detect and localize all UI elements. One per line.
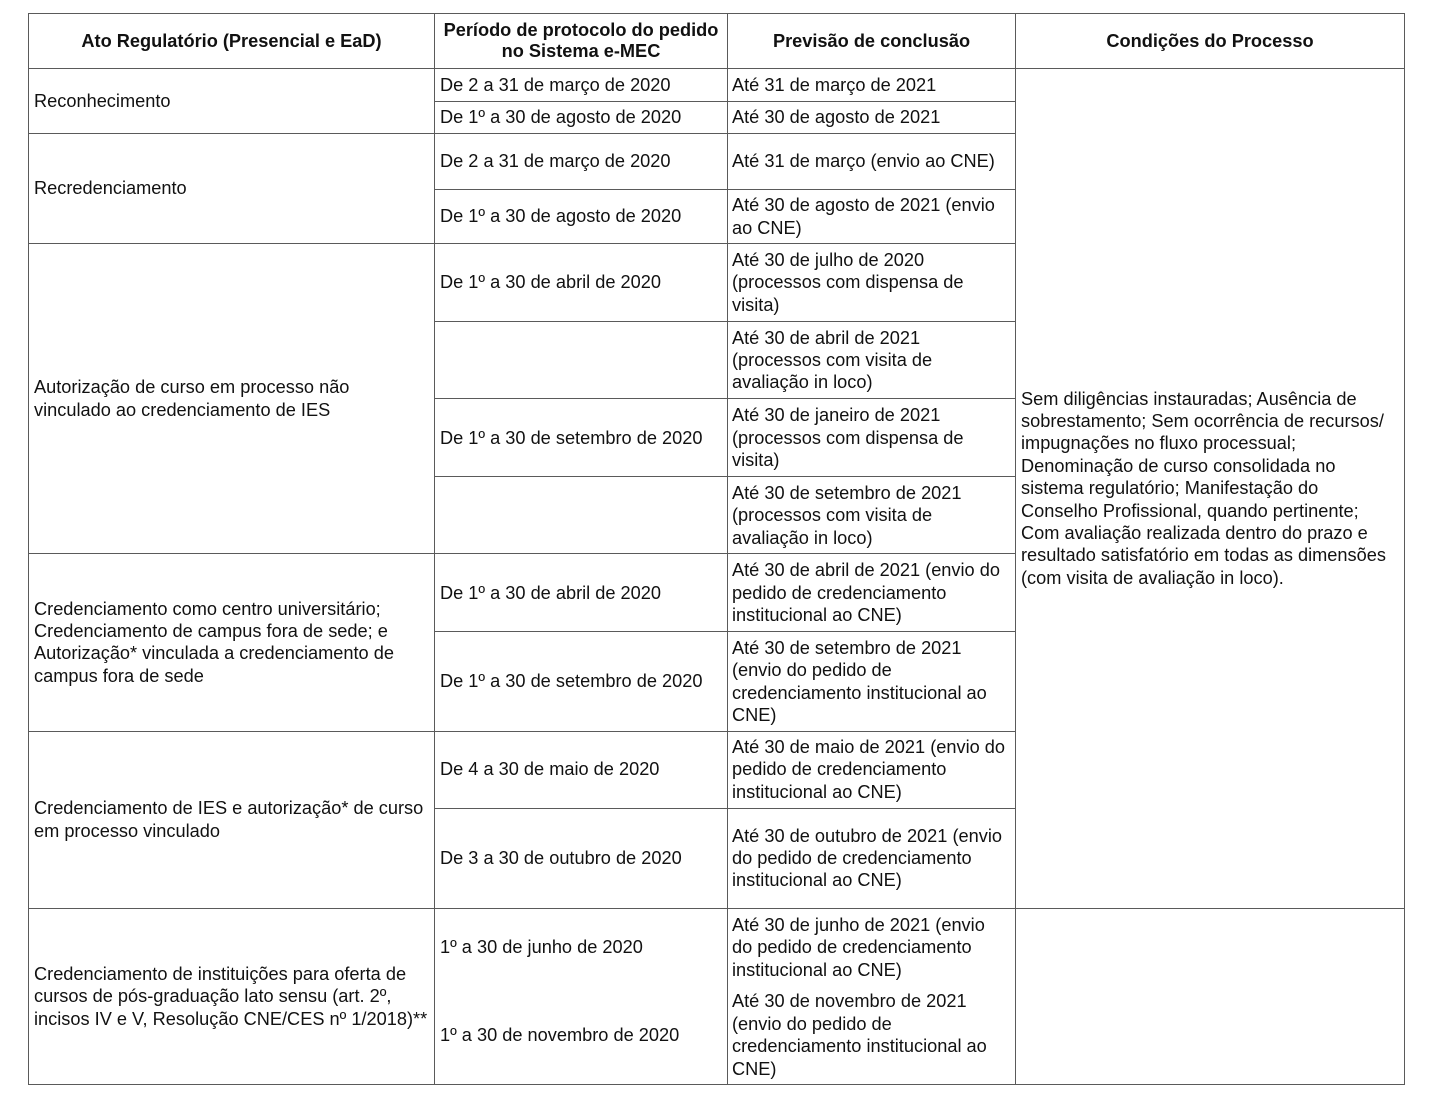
header-previsao: Previsão de conclusão [728,14,1016,69]
condicoes-cell [1016,69,1405,909]
ato-credenciamento-ies: Credenciamento de IES e autorização* de curso em processo vinculado [29,731,435,908]
periodo-cell-empty [435,477,728,554]
previsao-cell: Até 30 de outubro de 2021 (envio do pedido de credenciamento institucional ao CNE) [728,808,1016,908]
previsao-cell: Até 30 de abril de 2021 (processos com visita de avaliação in loco) [728,322,1016,399]
regulatory-calendar-table [28,13,1405,1085]
periodo-cell: De 2 a 31 de março de 2020 [435,69,728,102]
periodo-cell: De 1º a 30 de setembro de 2020 [435,632,728,731]
periodo-cell: De 3 a 30 de outubro de 2020 [435,808,728,908]
periodo-cell: De 1º a 30 de agosto de 2020 [435,190,728,244]
ato-recredenciamento: Recredenciamento [29,134,435,244]
ato-reconhecimento: Reconhecimento [29,69,435,134]
ato-centro-universitario: Credenciamento como centro universitário; Credenciamento de campus fora de sede; e Autorização* vinculada a credenciamento de campus fora de sede [29,554,435,731]
periodo-cell: 1º a 30 de junho de 2020 [435,908,728,986]
header-periodo: Período de protocolo do pedido no Sistema e-MEC [435,14,728,69]
previsao-cell: Até 31 de março de 2021 [728,69,1016,102]
periodo-cell: De 4 a 30 de maio de 2020 [435,731,728,808]
previsao-cell: Até 30 de agosto de 2021 (envio ao CNE) [728,190,1016,244]
header-condicoes: Condições do Processo [1016,14,1405,69]
ato-lato-sensu: Credenciamento de instituições para oferta de cursos de pós-graduação lato sensu (art. 2º, incisos IV e V, Resolução CNE/CES nº 1/2018)** [29,908,435,1084]
previsao-cell: Até 31 de março (envio ao CNE) [728,134,1016,190]
previsao-cell: Até 30 de novembro de 2021 (envio do pedido de credenciamento institucional ao CNE) [728,986,1016,1084]
table-row [29,69,1405,102]
previsao-cell: Até 30 de setembro de 2021 (envio do pedido de credenciamento institucional ao CNE) [728,632,1016,731]
periodo-cell: De 1º a 30 de abril de 2020 [435,554,728,632]
header-ato: Ato Regulatório (Presencial e EaD) [29,14,435,69]
periodo-cell: De 1º a 30 de setembro de 2020 [435,399,728,477]
ato-autorizacao: Autorização de curso em processo não vinculado ao credenciamento de IES [29,244,435,554]
periodo-cell: De 1º a 30 de agosto de 2020 [435,102,728,134]
previsao-cell: Até 30 de janeiro de 2021 (processos com dispensa de visita) [728,399,1016,477]
table-row [29,908,1405,986]
condicoes-text: Sem diligências instauradas; Ausência de sobrestamento; Sem ocorrência de recursos/ impugnações no fluxo processual; Denominação de curso consolidada no sistema regulatório; Manifestação do Conselho Profissional, quando pertinente; Com avaliação realizada dentro do prazo e resultado satisfatório em todas as dimensões (com visita de avaliação in loco). [1021,388,1386,588]
header-row [29,14,1405,69]
previsao-cell: Até 30 de maio de 2021 (envio do pedido de credenciamento institucional ao CNE) [728,731,1016,808]
periodo-cell: De 2 a 31 de março de 2020 [435,134,728,190]
previsao-cell: Até 30 de abril de 2021 (envio do pedido de credenciamento institucional ao CNE) [728,554,1016,632]
previsao-cell: Até 30 de setembro de 2021 (processos com visita de avaliação in loco) [728,477,1016,554]
previsao-cell: Até 30 de junho de 2021 (envio do pedido de credenciamento institucional ao CNE) [728,908,1016,986]
condicoes-cell-empty [1016,908,1405,1084]
previsao-cell: Até 30 de agosto de 2021 [728,102,1016,134]
periodo-cell: 1º a 30 de novembro de 2020 [435,986,728,1084]
periodo-cell-empty [435,322,728,399]
previsao-cell: Até 30 de julho de 2020 (processos com dispensa de visita) [728,244,1016,322]
periodo-cell: De 1º a 30 de abril de 2020 [435,244,728,322]
